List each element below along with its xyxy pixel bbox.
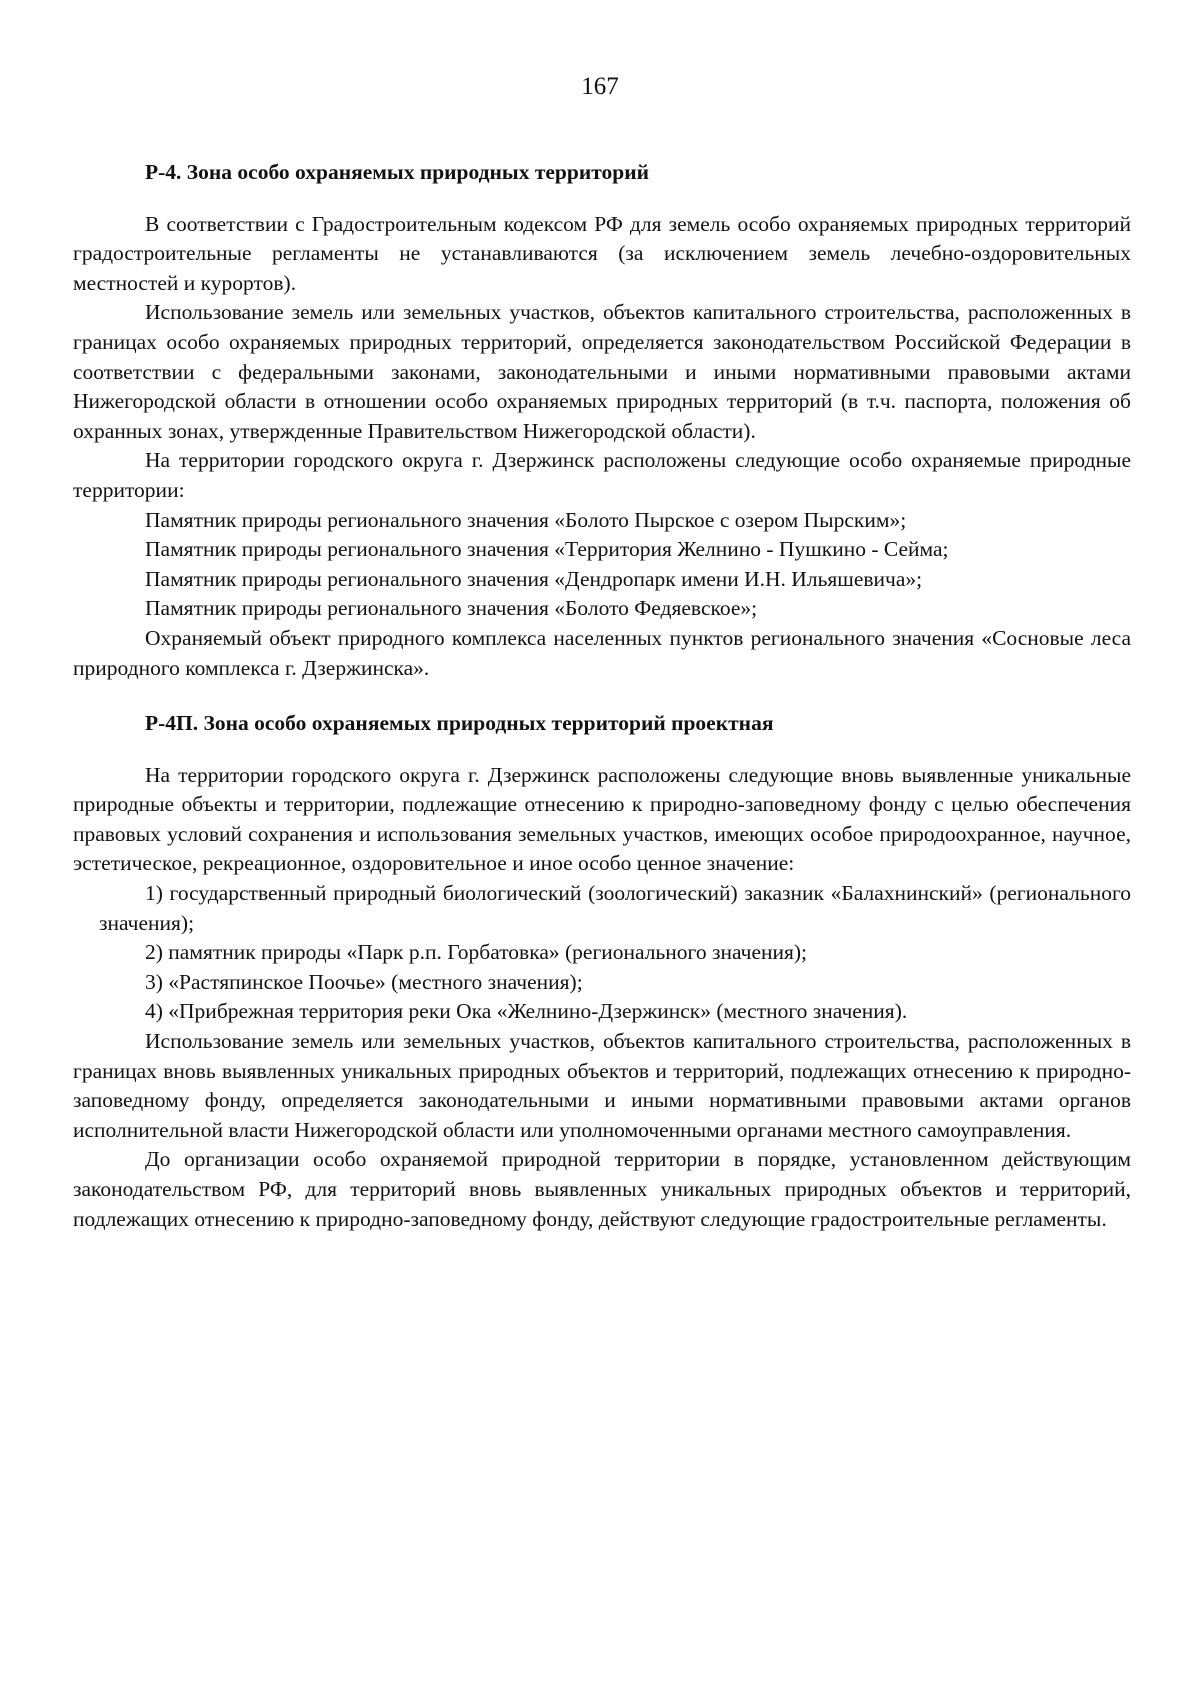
paragraph: В соответствии с Градостроительным кодексом РФ для земель особо охраняемых природных территорий градостроительные регламенты не устанавливаются (за исключением земель лечебно-оздоровительных местностей и курортов). (73, 211, 1131, 295)
list-item: Памятник природы регионального значения «Территория Желнино - Пушкино - Сейма; (145, 537, 949, 562)
section-heading-r4: Р-4. Зона особо охраняемых природных территорий (145, 160, 649, 184)
list-item: Памятник природы регионального значения «Болото Пырское с озером Пырским»; (145, 507, 907, 532)
page-content (73, 158, 1131, 1234)
list-item: Охраняемый объект природного комплекса населенных пунктов регионального значения «Сосновые леса природного комплекса г. Дзержинска». (73, 625, 1131, 680)
list-item: Памятник природы регионального значения «Дендропарк имени И.Н. Ильяшевича»; (145, 566, 923, 591)
numbered-item: 4) «Прибрежная территория реки Ока «Желнино-Дзержинск» (местного значения). (145, 999, 908, 1024)
section-heading-r4p: Р-4П. Зона особо охраняемых природных территорий проектная (145, 711, 774, 736)
paragraph: До организации особо охраняемой природной территории в порядке, установленном действующим законодательством РФ, для территорий вновь выявленных уникальных природных объектов и территорий, подлежащих отнесению к природно-заповедному фонду, действуют следующие градостроительные регламенты. (73, 1147, 1131, 1231)
list-item: Памятник природы регионального значения «Болото Федяевское»; (145, 596, 758, 621)
paragraph: Использование земель или земельных участков, объектов капитального строительства, расположенных в границах особо охраняемых природных территорий, определяется законодательством Российской Федерации в соответствии с федеральными законами, законодательными и иными нормативными правовыми актами Нижегородской области в отношении особо охраняемых природных территорий (в т.ч. паспорта, положения об охранных зонах, утвержденные Правительством Нижегородской области). (73, 300, 1131, 443)
paragraph: Использование земель или земельных участков, объектов капитального строительства, расположенных в границах вновь выявленных уникальных природных объектов и территорий, подлежащих отнесению к природно-заповедному фонду, определяется законодательными и иными нормативными правовыми актами органов исполнительной власти Нижегородской области или уполномоченными органами местного самоуправления. (73, 1029, 1131, 1142)
numbered-item: 2) памятник природы «Парк р.п. Горбатовка» (регионального значения); (145, 940, 808, 965)
paragraph: На территории городского округа г. Дзержинск расположены следующие вновь выявленные уникальные природные объекты и территории, подлежащие отнесению к природно-заповедному фонду с целью обеспечения правовых условий сохранения и использования земельных участков, имеющих особое природоохранное, научное, эстетическое, рекреационное, оздоровительное и иное особо ценное значение: (73, 762, 1131, 876)
page-number: 167 (581, 73, 619, 100)
numbered-item: 3) «Растяпинское Поочье» (местного значения); (145, 969, 583, 994)
paragraph: На территории городского округа г. Дзержинск расположены следующие особо охраняемые природные территории: (73, 448, 1131, 502)
numbered-item: 1) государственный природный биологический (зоологический) заказник «Балахнинский» (регионального значения); (99, 881, 1131, 935)
